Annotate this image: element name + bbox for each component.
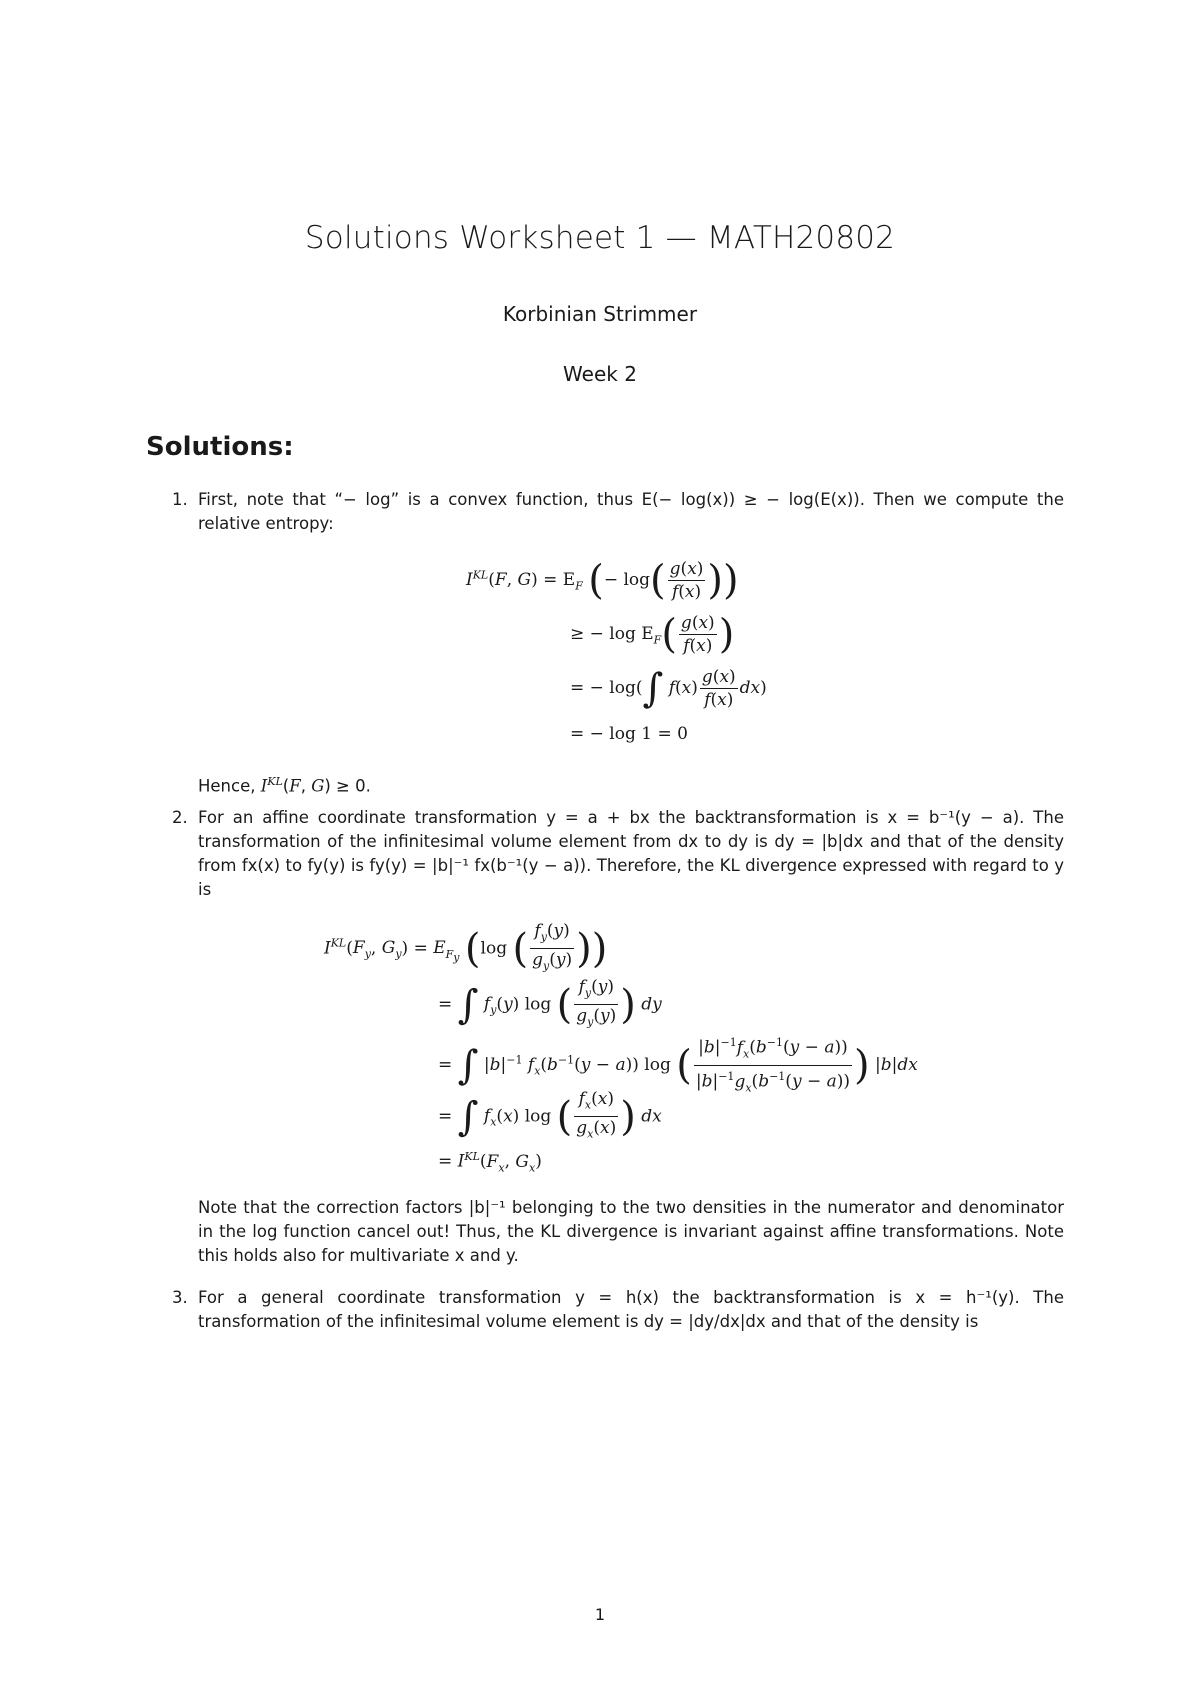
eq2-line4: = ∫ $f_x(x)$ log ( $\frac{f_x(x)}{g_x(x)}$ ) dx [438,1089,662,1141]
page-number: 1 [594,1605,606,1624]
document-title: Solutions Worksheet 1 — MATH20802 [304,220,896,256]
section-heading: Solutions: [146,432,294,462]
item-number-2: 2. [172,808,188,827]
eq2-line3: = ∫ $|b|^{-1}$ $f_x(b^{-1}(y - a))$ log ( $\frac{|b|^{-1}f_x(b^{-1}(y - a))}{|b|^{-1}g_x(b^{-1}(y - a))}$ ) |b|dx [438,1032,918,1099]
eq1-line4: = − log 1 = 0 [570,724,688,744]
eq1-line1: $I^{KL}(F$, $G) = E_F$ (− log( $\frac{g(x)}{f(x)}$ )) [466,557,739,604]
document-date: Week 2 [563,362,637,386]
document-author: Korbinian Strimmer [502,302,698,326]
eq2-line1: $I^{KL}(F_y$, $G_y) = E_{F_y}$ (log ( $\frac{f_y(y)}{g_y(y)}$ )) [324,921,608,973]
item-number-1: 1. [172,490,188,509]
item-2-intro: For an affine coordinate transformation y = a + bx the backtransformation is x = b⁻¹(y − a). The transformation of the infinitesimal volume element from dx to dy is dy = |b|dx and that of the density from fx(x) to fy(y) is fy(y) = |b|⁻¹ fx(b⁻¹(y − a)). Therefore, the KL divergence expressed with regard to y is [198,808,1064,899]
eq1-line3: = − log(∫ f(x) $\frac{g(x)}{f(x)}$ dx) [570,665,767,712]
eq2-line5: = $I^{KL}(F_x$, $G_x$) [438,1150,542,1175]
item-2-note: Note that the correction factors |b|⁻¹ belonging to the two densities in the numerator and denominator in the log function cancel out! Thus, the KL divergence is invariant against affine transformations. Note this holds also for multivariate x and y. [198,1198,1064,1265]
item-3-intro: For a general coordinate transformation y = h(x) the backtransformation is x = h⁻¹(y). The transformation of the infinitesimal volume element is dy = |dy/dx|dx and that of the density is [198,1288,1064,1331]
eq2-line2: = ∫ $f_y(y)$ log ( $\frac{f_y(y)}{g_y(y)}$ ) dy [438,977,662,1029]
item-number-3: 3. [172,1288,188,1307]
eq1-line2: ≥ − $\log E_F$( $\frac{g(x)}{f(x)}$ ) [570,611,735,658]
item-1-conclusion: Hence, $I^{KL}(F$, G) ≥ 0. [198,775,371,796]
item-1-intro: First, note that “− log” is a convex function, thus E(− log(x)) ≥ − log(E(x)). Then we compute the relative entropy: [198,490,1064,533]
